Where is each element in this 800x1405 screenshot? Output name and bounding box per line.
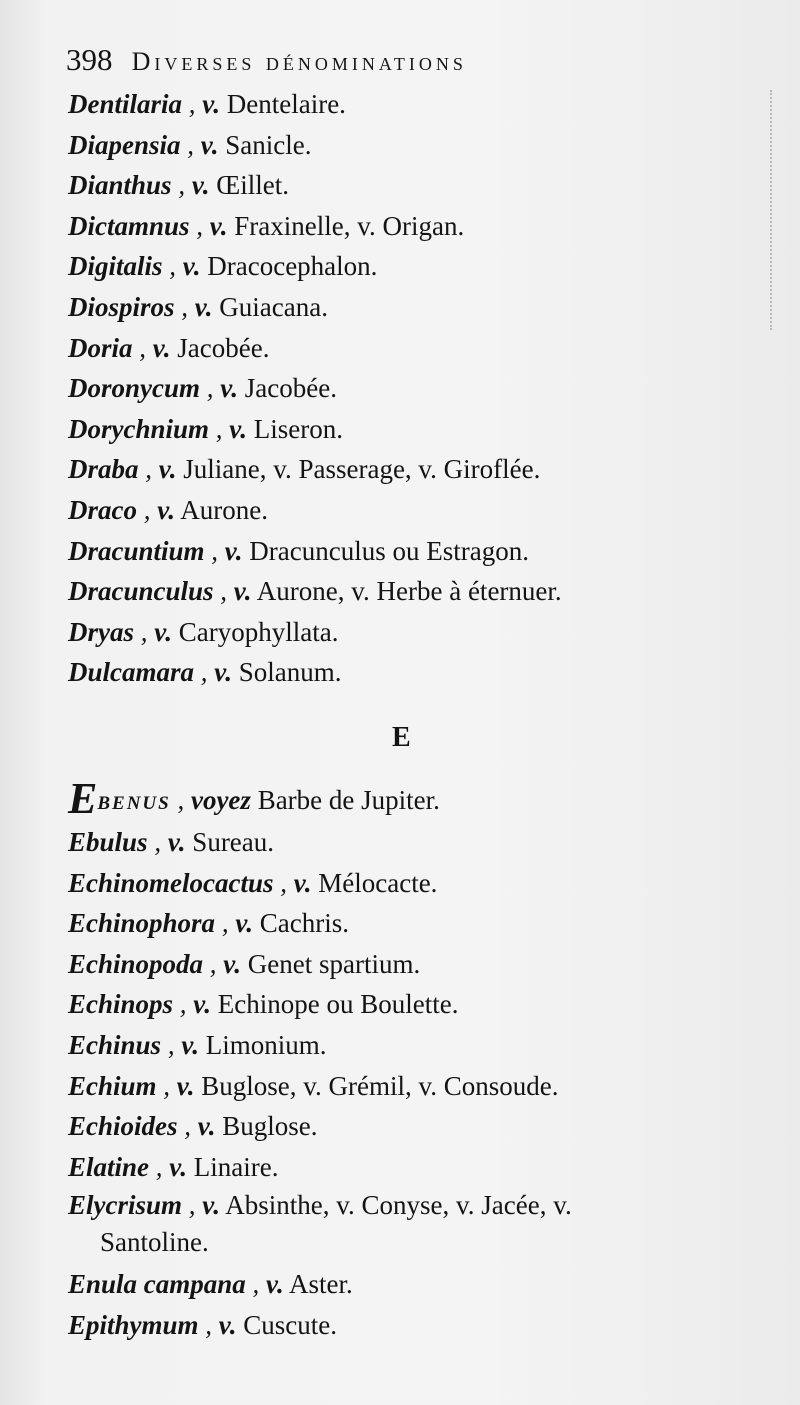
entry-abbrev: v. bbox=[194, 291, 213, 322]
entry-term: Diapensia bbox=[68, 129, 181, 160]
entry-separator: , bbox=[177, 1111, 198, 1142]
entry-entries-e-tail-0 bbox=[68, 1264, 788, 1305]
entry-entries-e-2 bbox=[68, 903, 788, 944]
entry-term: Enula campana bbox=[68, 1269, 246, 1300]
entry-entries-e-4 bbox=[68, 984, 788, 1025]
entry-abbrev: v. bbox=[176, 1070, 195, 1101]
entry-abbrev: v. bbox=[200, 129, 219, 160]
entries-list-e bbox=[68, 776, 788, 1346]
entry-entries-d-14 bbox=[68, 652, 788, 693]
entry-term: Diospiros bbox=[68, 291, 175, 322]
entry-separator: , bbox=[215, 908, 236, 939]
entry-term: Elycrisum bbox=[68, 1190, 183, 1221]
entry-separator: , bbox=[149, 1151, 170, 1182]
entry-definition: Fraxinelle, v. Origan. bbox=[227, 210, 465, 241]
entry-abbrev: v. bbox=[220, 373, 238, 404]
entry-separator: , bbox=[134, 616, 155, 647]
entry-abbrev: v. bbox=[169, 1151, 187, 1182]
entry-entries-e-7 bbox=[68, 1106, 788, 1147]
entry-term: benus bbox=[97, 785, 171, 815]
entry-connector: voyez bbox=[190, 785, 251, 815]
entry-abbrev: v. bbox=[152, 332, 171, 363]
entry-term: Doria bbox=[68, 332, 133, 363]
entry-separator: , bbox=[273, 867, 294, 898]
entry-entries-d-12 bbox=[68, 571, 788, 612]
entry-separator: , bbox=[182, 1190, 203, 1221]
entry-entries-e-5 bbox=[68, 1025, 788, 1066]
entry-separator: , bbox=[180, 129, 201, 160]
entry-term: Epithymum bbox=[68, 1309, 199, 1340]
entry-definition: Liseron. bbox=[247, 413, 343, 444]
entry-first-e bbox=[68, 776, 788, 822]
entry-abbrev: v. bbox=[191, 170, 210, 201]
entry-term: Dentilaria bbox=[68, 89, 183, 119]
entry-abbrev: v. bbox=[154, 616, 172, 647]
page-number: 398 bbox=[66, 42, 113, 77]
entry-definition: Echinope ou Boulette. bbox=[211, 989, 459, 1020]
entry-abbrev: v. bbox=[214, 657, 232, 688]
entry-separator: , bbox=[203, 948, 224, 979]
entry-definition: Mélocacte. bbox=[311, 867, 438, 898]
entry-separator: , bbox=[161, 1029, 182, 1060]
entry-definition: Cuscute. bbox=[236, 1309, 338, 1340]
entry-entries-d-1 bbox=[68, 125, 788, 166]
entry-term: Dictamnus bbox=[68, 210, 190, 241]
entry-entries-d-2 bbox=[68, 165, 788, 206]
entry-definition: Barbe de Jupiter. bbox=[257, 785, 440, 815]
entry-term: Echinophora bbox=[68, 908, 216, 939]
entry-term: Digitalis bbox=[68, 251, 163, 282]
entry-term: Echioides bbox=[68, 1111, 178, 1142]
entry-term: Echinops bbox=[68, 989, 174, 1020]
entries-e-tail bbox=[68, 1264, 788, 1345]
entry-separator: , bbox=[173, 989, 194, 1020]
entry-entries-e-tail-1 bbox=[68, 1305, 788, 1346]
entries-e-body bbox=[68, 822, 788, 1187]
entry-abbrev: v. bbox=[202, 1190, 220, 1221]
entry-abbrev: v. bbox=[202, 89, 220, 119]
entry-abbrev: v. bbox=[293, 867, 312, 898]
entry-separator: , bbox=[162, 251, 183, 282]
running-title: Diverses dénominations bbox=[131, 47, 467, 76]
entry-definition: Caryophyllata. bbox=[171, 616, 339, 647]
entry-abbrev: v. bbox=[229, 413, 248, 444]
entry-term: Draba bbox=[68, 454, 139, 485]
entry-definition: Dracunculus ou Estragon. bbox=[242, 535, 529, 566]
entry-abbrev: v. bbox=[157, 494, 175, 525]
entry-abbrev: v. bbox=[193, 989, 212, 1020]
entry-abbrev: v. bbox=[235, 908, 254, 939]
entry-abbrev: v. bbox=[223, 948, 242, 979]
entry-separator: , bbox=[174, 291, 195, 322]
entry-abbrev: v. bbox=[233, 576, 252, 607]
entry-entries-d-13 bbox=[68, 612, 788, 653]
entry-definition: Limonium. bbox=[199, 1029, 327, 1060]
entry-definition: Absinthe, v. Conyse, v. Jacée, v. bbox=[225, 1190, 572, 1221]
entry-entries-d-0 bbox=[68, 84, 788, 125]
section-letter: E bbox=[392, 722, 411, 753]
entry-definition: Cachris. bbox=[253, 908, 350, 939]
entry-term: Dianthus bbox=[68, 170, 172, 201]
entry-separator: , bbox=[137, 494, 158, 525]
entry-term: Draco bbox=[68, 494, 137, 525]
entry-abbrev: v. bbox=[266, 1269, 284, 1300]
entry-definition: Sureau. bbox=[185, 827, 275, 857]
entry-term: Dracunculus bbox=[68, 576, 214, 607]
entry-abbrev: v. bbox=[209, 210, 228, 241]
entry-term: Echinopoda bbox=[68, 948, 204, 979]
entry-separator: , bbox=[189, 210, 210, 241]
entry-term: Dryas bbox=[68, 616, 134, 647]
entry-term: Dulcamara bbox=[68, 657, 195, 688]
entry-entries-d-5 bbox=[68, 287, 788, 328]
entry-definition: Jacobée. bbox=[170, 332, 270, 363]
entry-term: Echinus bbox=[68, 1029, 162, 1060]
entry-entries-d-6 bbox=[68, 328, 788, 369]
entry-definition: Aurone, v. Herbe à éternuer. bbox=[251, 576, 562, 607]
entry-separator: , bbox=[209, 413, 230, 444]
entry-abbrev: v. bbox=[158, 454, 177, 485]
entry-definition: Œillet. bbox=[209, 170, 290, 201]
entry-entries-d-9 bbox=[68, 449, 788, 490]
entry-entries-d-8 bbox=[68, 409, 788, 450]
drop-initial: E bbox=[68, 774, 98, 823]
entry-abbrev: v. bbox=[181, 1029, 200, 1060]
entry-abbrev: v. bbox=[224, 535, 243, 566]
entry-separator: , bbox=[170, 785, 191, 815]
entry-separator: , bbox=[198, 1309, 219, 1340]
entry-definition: Buglose, v. Grémil, v. Consoude. bbox=[194, 1070, 559, 1101]
entry-abbrev: v. bbox=[218, 1309, 237, 1340]
entry-definition: Aurone. bbox=[174, 494, 268, 525]
entry-definition: Dracocephalon. bbox=[200, 251, 378, 282]
entry-entries-e-8 bbox=[68, 1147, 788, 1188]
entry-separator: , bbox=[245, 1269, 267, 1300]
entry-continuation: Santoline. bbox=[100, 1227, 209, 1258]
entry-definition: Buglose. bbox=[215, 1111, 318, 1142]
entry-definition: Juliane, v. Passerage, v. Giroflée. bbox=[176, 454, 541, 485]
entry-term: Ebulus bbox=[68, 827, 148, 857]
entry-separator: , bbox=[138, 454, 159, 485]
entry-term: Doronycum bbox=[68, 373, 201, 404]
entry-entries-e-0 bbox=[68, 822, 788, 863]
entry-separator: , bbox=[200, 373, 221, 404]
entry-separator: , bbox=[147, 827, 168, 857]
entry-definition: Linaire. bbox=[187, 1151, 279, 1182]
entry-term: Echinomelocactus bbox=[68, 867, 274, 898]
entry-abbrev: v. bbox=[182, 251, 201, 282]
entry-entries-e-6 bbox=[68, 1066, 788, 1107]
entry-entries-d-4 bbox=[68, 246, 788, 287]
entry-multiline bbox=[68, 1187, 788, 1261]
entry-definition: Aster. bbox=[283, 1269, 353, 1300]
entry-separator: , bbox=[194, 657, 215, 688]
entry-entries-d-3 bbox=[68, 206, 788, 247]
entry-definition: Guiacana. bbox=[212, 291, 328, 322]
entry-separator: , bbox=[156, 1070, 177, 1101]
entry-definition: Genet spartium. bbox=[241, 948, 421, 979]
entry-term: Elatine bbox=[68, 1151, 150, 1182]
entry-separator: , bbox=[213, 576, 234, 607]
entry-separator: , bbox=[132, 332, 153, 363]
entry-entries-d-7 bbox=[68, 368, 788, 409]
entry-separator: , bbox=[171, 170, 192, 201]
entry-entries-d-11 bbox=[68, 531, 788, 572]
entry-separator: , bbox=[182, 89, 203, 119]
entry-abbrev: v. bbox=[167, 827, 186, 857]
entry-definition: Dentelaire. bbox=[220, 89, 346, 119]
entry-definition: Sanicle. bbox=[218, 129, 312, 160]
entry-definition: Jacobée. bbox=[238, 373, 337, 404]
entry-term: Echium bbox=[68, 1070, 157, 1101]
entry-abbrev: v. bbox=[197, 1111, 216, 1142]
entry-entries-e-1 bbox=[68, 863, 788, 904]
entry-entries-d-10 bbox=[68, 490, 788, 531]
entry-entries-e-3 bbox=[68, 944, 788, 985]
entry-term: Dorychnium bbox=[68, 413, 210, 444]
entry-term: Dracuntium bbox=[68, 535, 205, 566]
page-header bbox=[66, 42, 666, 82]
entries-list-d bbox=[68, 84, 788, 693]
entry-definition: Solanum. bbox=[232, 657, 342, 688]
entry-separator: , bbox=[204, 535, 225, 566]
